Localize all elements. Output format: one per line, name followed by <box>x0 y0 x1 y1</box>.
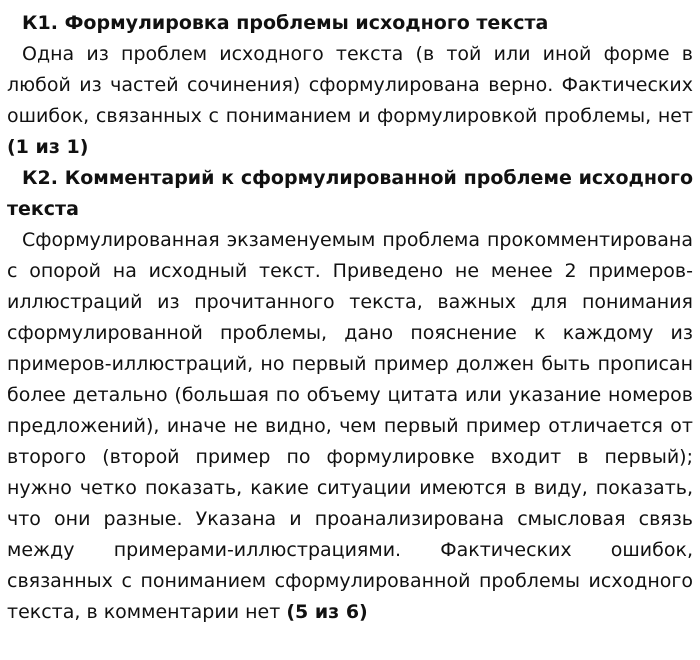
criterion-k2 <box>7 163 693 628</box>
criterion-k1-text <box>7 39 693 163</box>
criterion-k1 <box>7 8 693 163</box>
document <box>7 8 693 628</box>
criterion-k1-heading: К1. Формулировка проблемы исходного текста <box>22 12 549 34</box>
criterion-k2-heading: К2. Комментарий к сформулированной проблеме исходного текста <box>7 167 693 220</box>
criterion-k1-score: (1 из 1) <box>7 136 89 158</box>
criterion-k2-body: Сформулированная экзаменуемым проблема прокомментирована с опорой на исходный текст. Приведено не менее 2 примеров-иллюстраций из прочитанного текста, важных для понимания сформулированной проблемы, дано пояснение к каждому из примеров-иллюстраций, но первый пример должен быть прописан более детально (большая по объему цитата или указание номеров предложений), иначе не видно, чем первый пример отличается от второго (второй пример по формулировке входит в первый); нужно четко показать, какие ситуации имеются в виду, показать, что они разные. Указана и проанализирована смысловая связь между примерами-иллюстрациями. Фактических ошибок, связанных с пониманием сформулированной проблемы исходного текста, в комментарии нет <box>7 229 693 623</box>
criterion-k2-score: (5 из 6) <box>286 601 368 623</box>
criterion-k2-text <box>7 225 693 628</box>
criterion-k1-body: Одна из проблем исходного текста (в той или иной форме в любой из частей сочинения) сформулирована верно. Фактических ошибок, связанных с пониманием и формулировкой проблемы, нет <box>7 43 693 127</box>
